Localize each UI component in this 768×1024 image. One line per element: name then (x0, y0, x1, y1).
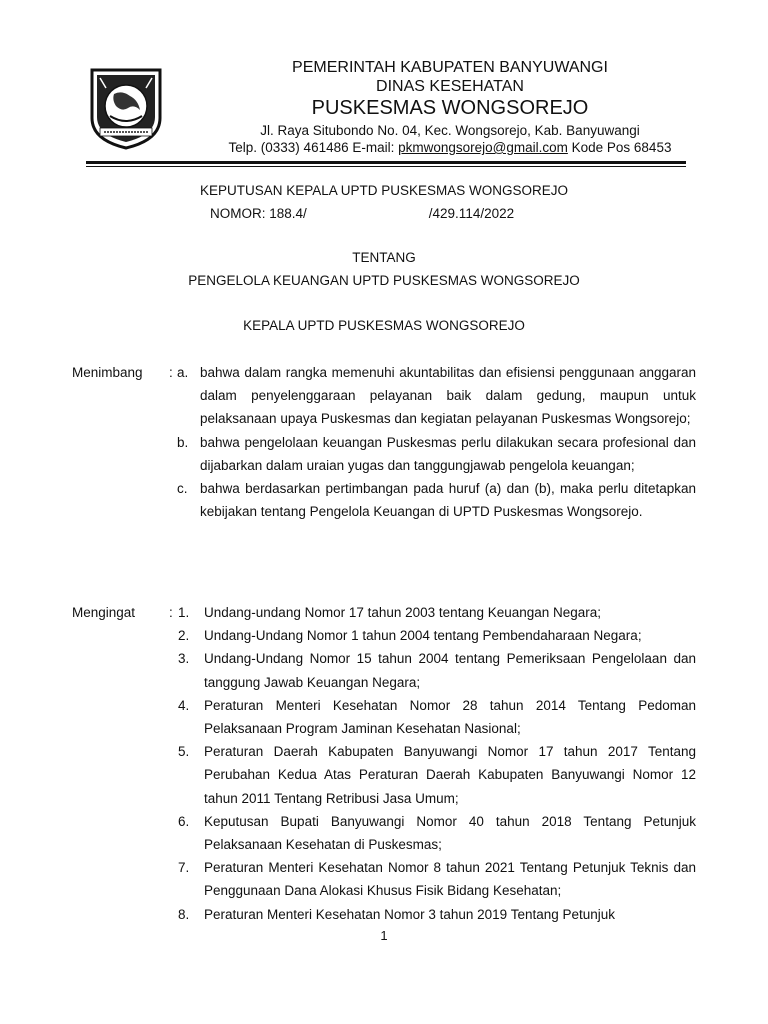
item-marker: 4. (178, 697, 190, 713)
menimbang-colon: : (169, 365, 173, 380)
item-text: Undang-Undang Nomor 15 tahun 2004 tentang Pemeriksaan Pengelolaan dan tanggung Jawab Keuangan Negara; (204, 651, 696, 690)
item-marker: 6. (178, 813, 190, 829)
letterhead-institution: PUSKESMAS WONGSOREJO (311, 97, 589, 119)
item-text: bahwa pengelolaan keuangan Puskesmas perlu dilakukan secara profesional dan dijabarkan dalam uraian yugas dan tanggungjawab pengelola keuangan; (200, 434, 696, 473)
nomor-suffix: /429.114/2022 (428, 206, 515, 221)
list-item (72, 624, 696, 647)
item-text: Undang-Undang Nomor 1 tahun 2004 tentang Pembendaharaan Negara; (204, 628, 642, 644)
item-text: Peraturan Menteri Kesehatan Nomor 3 tahun 2019 Tentang Petunjuk (204, 906, 616, 922)
list-item (72, 740, 696, 810)
list-item (72, 856, 696, 902)
decision-subject: PENGELOLA KEUANGAN UPTD PUSKESMAS WONGSOREJO (188, 273, 580, 288)
item-text: bahwa berdasarkan pertimbangan pada huruf (a) dan (b), maka perlu ditetapkan kebijakan tentang Pengelola Keuangan di UPTD Puskesmas Wongsorejo. (200, 481, 696, 520)
contact-postal: Kode Pos 68453 (567, 140, 672, 155)
item-marker: c. (177, 481, 188, 497)
list-item (72, 647, 696, 693)
list-item (72, 601, 696, 624)
nomor-prefix: NOMOR: 188.4/ (210, 206, 307, 221)
item-marker: 5. (178, 744, 190, 760)
item-text: Peraturan Menteri Kesehatan Nomor 28 tahun 2014 Tentang Pedoman Pelaksanaan Program Jaminan Kesehatan Nasional; (204, 697, 696, 737)
item-marker: 7. (178, 860, 190, 876)
item-marker: a. (177, 365, 189, 380)
list-item (72, 694, 696, 740)
letterhead (0, 58, 768, 158)
page-number: 1 (380, 928, 388, 943)
decision-number (210, 206, 610, 221)
contact-email-link[interactable]: pkmwongsorejo@gmail.com (398, 140, 568, 155)
menimbang-label: Menimbang (72, 365, 143, 380)
item-text: Peraturan Menteri Kesehatan Nomor 8 tahun 2021 Tentang Petunjuk Teknis dan Penggunaan Dana Alokasi Khusus Fisik Bidang Kesehatan; (204, 860, 696, 899)
tentang-heading: TENTANG (352, 250, 416, 265)
letterhead-office: DINAS KESEHATAN (376, 78, 524, 95)
list-item (72, 903, 696, 926)
list-item (72, 431, 696, 477)
list-item (72, 810, 696, 856)
item-text: Keputusan Bupati Banyuwangi Nomor 40 tahun 2018 Tentang Petunjuk Pelaksanaan Kesehatan di Puskesmas; (204, 813, 696, 853)
item-marker: 1. (178, 605, 190, 620)
contact-phone: Telp. (0333) 461486 E-mail: (228, 140, 399, 155)
letterhead-address: Jl. Raya Situbondo No. 04, Kec. Wongsorejo, Kab. Banyuwangi (260, 123, 640, 138)
mengingat-colon: : (169, 605, 173, 620)
item-text: bahwa dalam rangka memenuhi akuntabilitas dan efisiensi penggunaan anggaran dalam penyelenggaraan pelayanan baik dalam gedung, maupun untuk pelaksanaan upaya Puskesmas dan kegiatan pelayanan Puskesmas Wongsorejo; (200, 365, 696, 427)
letterhead-divider-thick (86, 161, 686, 164)
item-text: Undang-undang Nomor 17 tahun 2003 tentang Keuangan Negara; (204, 605, 602, 620)
item-text: Peraturan Daerah Kabupaten Banyuwangi Nomor 17 tahun 2017 Tentang Perubahan Kedua Atas Peraturan Daerah Kabupaten Banyuwangi Nomor 12 tahun 2011 Tentang Retribusi Jasa Umum; (204, 744, 696, 806)
item-marker: 2. (178, 628, 190, 644)
letterhead-contact (180, 139, 720, 157)
mengingat-section (72, 601, 696, 926)
list-item (72, 361, 696, 431)
item-marker: 8. (178, 906, 190, 922)
issuer-title: KEPALA UPTD PUSKESMAS WONGSOREJO (243, 318, 525, 333)
item-marker: b. (177, 434, 189, 450)
decision-title: KEPUTUSAN KEPALA UPTD PUSKESMAS WONGSOREJO (199, 183, 569, 198)
mengingat-label: Mengingat (72, 605, 136, 620)
letterhead-divider-thin (86, 166, 686, 167)
item-marker: 3. (178, 651, 190, 667)
list-item (72, 477, 696, 523)
menimbang-section (72, 361, 696, 523)
letterhead-government: PEMERINTAH KABUPATEN BANYUWANGI (292, 59, 608, 76)
regency-emblem-icon (86, 66, 166, 150)
